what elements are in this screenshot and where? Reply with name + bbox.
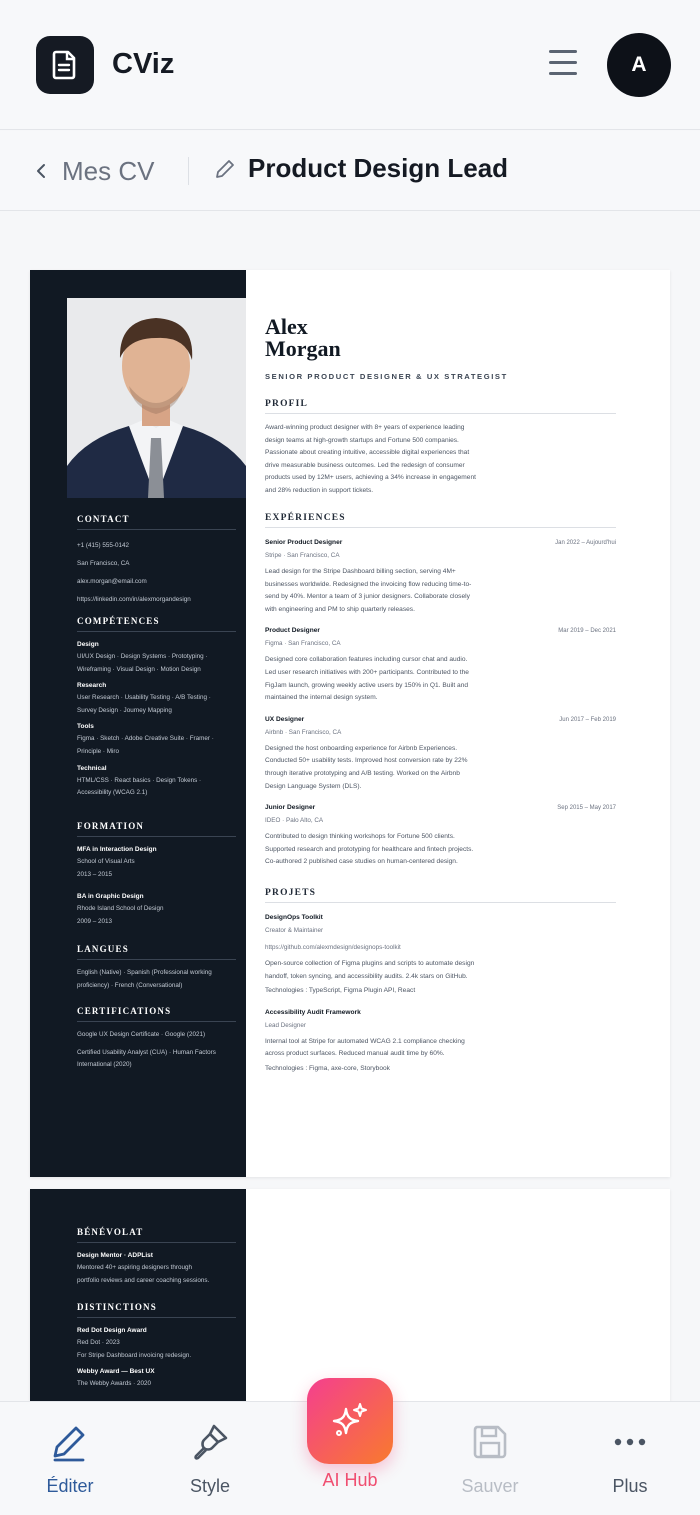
education-section bbox=[77, 821, 236, 928]
job-company: Stripe · San Francisco, CA bbox=[265, 552, 340, 559]
profile-heading: PROFIL bbox=[265, 399, 616, 414]
app-name: CViz bbox=[112, 48, 175, 80]
experience-heading: EXPÉRIENCES bbox=[265, 513, 616, 528]
award-title: Webby Award — Best UX bbox=[77, 1368, 155, 1376]
resume-last-name: Morgan bbox=[265, 336, 341, 361]
award-title: Red Dot Design Award bbox=[77, 1327, 147, 1334]
project-line: Internal tool at Stripe for automated WCAG 2.1 compliance checking bbox=[265, 1037, 465, 1045]
skill-group-title: Tools bbox=[77, 723, 94, 731]
breadcrumb bbox=[0, 131, 700, 211]
project-title: Accessibility Audit Framework bbox=[265, 1008, 361, 1016]
project-role: Creator & Maintainer bbox=[265, 927, 324, 934]
contact-heading: CONTACT bbox=[77, 514, 236, 530]
document-icon bbox=[52, 50, 78, 80]
job-dates: Jun 2017 – Feb 2019 bbox=[559, 716, 616, 723]
education-school: Rhode Island School of Design bbox=[77, 905, 164, 913]
job-line: Supported research and prototyping for healthcare and fintech projects. bbox=[265, 845, 474, 853]
project-role: Lead Designer bbox=[265, 1021, 306, 1029]
tab-save-label: Sauver bbox=[461, 1476, 519, 1496]
projects-section bbox=[265, 888, 616, 1076]
profile-line: design teams at high-growth startups and Fortune 500 companies. bbox=[265, 436, 459, 444]
profile-section bbox=[265, 399, 616, 498]
award-org: Red Dot · 2023 bbox=[77, 1339, 120, 1346]
languages-line: English (Native) · Spanish (Professional working bbox=[77, 969, 212, 976]
tab-style[interactable] bbox=[160, 1422, 260, 1497]
resume-sidebar bbox=[30, 1189, 246, 1401]
profile-line: Passionate about creating intuitive, accessible digital experiences that bbox=[265, 449, 470, 457]
more-dots-icon bbox=[614, 1437, 646, 1447]
volunteer-heading: BÉNÉVOLAT bbox=[77, 1227, 236, 1243]
project-url: https://github.com/alexmdesign/designops-toolkit bbox=[265, 944, 401, 951]
volunteer-section bbox=[77, 1227, 236, 1287]
resume-sidebar bbox=[30, 270, 246, 1177]
resume-role: SENIOR PRODUCT DESIGNER & UX STRATEGIST bbox=[265, 372, 508, 381]
tab-style-label: Style bbox=[189, 1476, 231, 1496]
volunteer-title: Design Mentor · ADPList bbox=[77, 1252, 153, 1259]
job-line: Co-authored 2 published case studies on human-centered design. bbox=[265, 858, 458, 866]
tab-edit-label: Éditer bbox=[46, 1476, 94, 1496]
save-icon bbox=[472, 1424, 508, 1460]
skill-group-title: Research bbox=[77, 682, 107, 690]
skill-group-line: Figma · Sketch · Adobe Creative Suite · Framer · bbox=[77, 735, 214, 743]
project-line: across product surfaces. Reduced manual audit time by 60%. bbox=[265, 1050, 445, 1058]
job-entry bbox=[265, 536, 616, 616]
job-line: Designed core collaboration features including cursor chat and audio. bbox=[265, 656, 468, 664]
job-title: UX Designer bbox=[265, 715, 305, 723]
tab-more[interactable] bbox=[580, 1422, 680, 1497]
education-years: 2009 – 2013 bbox=[77, 917, 113, 925]
job-company: IDEO · Palo Alto, CA bbox=[265, 817, 324, 825]
profile-line: and 28% reduction in support tickets. bbox=[265, 486, 374, 494]
profile-photo bbox=[67, 298, 246, 498]
education-degree: MFA in Interaction Design bbox=[77, 846, 157, 853]
languages-section bbox=[77, 944, 236, 992]
chevron-left-icon bbox=[36, 163, 46, 179]
profile-line: products used by 12M+ users, achieving a 34% increase in engagement bbox=[265, 474, 476, 482]
skill-group-line: User Research · Usability Testing · A/B Testing · bbox=[77, 694, 211, 702]
skill-group-line: UI/UX Design · Design Systems · Prototyping · bbox=[77, 653, 208, 660]
project-entry bbox=[265, 1006, 616, 1076]
pencil-icon bbox=[214, 158, 236, 180]
skill-group-line: Survey Design · Journey Mapping bbox=[77, 706, 172, 714]
languages-heading: LANGUES bbox=[77, 944, 236, 960]
education-degree: BA in Graphic Design bbox=[77, 893, 144, 901]
project-entry bbox=[265, 911, 616, 998]
job-entry bbox=[265, 713, 616, 793]
skills-section bbox=[77, 616, 236, 800]
project-tech: Technologies : TypeScript, Figma Plugin API, React bbox=[265, 987, 416, 995]
job-line: through iterative prototyping and A/B testing. Worked on the Airbnb bbox=[265, 769, 460, 777]
projects-heading: PROJETS bbox=[265, 888, 616, 903]
contact-location: San Francisco, CA bbox=[77, 560, 130, 567]
job-entry bbox=[265, 624, 616, 704]
languages-line: proficiency) · French (Conversational) bbox=[77, 981, 183, 989]
skill-group-line: Principle · Miro bbox=[77, 747, 119, 755]
app-logo[interactable] bbox=[36, 36, 94, 94]
sparkles-icon bbox=[330, 1401, 370, 1441]
breadcrumb-divider bbox=[188, 157, 189, 185]
awards-heading: DISTINCTIONS bbox=[77, 1302, 236, 1318]
job-title: Junior Designer bbox=[265, 804, 316, 812]
certification-item: International (2020) bbox=[77, 1061, 132, 1069]
volunteer-line: Mentored 40+ aspiring designers through bbox=[77, 1264, 192, 1271]
contact-linkedin: https://linkedin.com/in/alexmorgandesign bbox=[77, 596, 191, 603]
tab-more-label: Plus bbox=[612, 1476, 648, 1496]
tab-save[interactable] bbox=[440, 1422, 540, 1497]
education-school: School of Visual Arts bbox=[77, 858, 135, 865]
job-dates: Mar 2019 – Dec 2021 bbox=[558, 628, 616, 635]
awards-section bbox=[77, 1302, 236, 1391]
menu-icon[interactable] bbox=[549, 50, 577, 78]
resume-page-2[interactable] bbox=[30, 1189, 670, 1401]
skills-heading: COMPÉTENCES bbox=[77, 616, 236, 632]
skill-group-line: HTML/CSS · React basics · Design Tokens · bbox=[77, 776, 202, 784]
award-org: The Webby Awards · 2020 bbox=[77, 1380, 151, 1388]
certification-item: Certified Usability Analyst (CUA) · Human Factors bbox=[77, 1048, 216, 1056]
document-title[interactable] bbox=[214, 153, 508, 184]
job-line: Led user research initiatives with 200+ participants. Contributed to the bbox=[265, 668, 469, 676]
contact-email: alex.morgan@email.com bbox=[77, 578, 147, 585]
job-line: send by 40%. Mentor a team of 3 junior designers. Collaborate closely bbox=[265, 593, 470, 601]
resume-page-1[interactable] bbox=[30, 270, 670, 1177]
skill-group-title: Design bbox=[77, 641, 99, 648]
job-title: Product Designer bbox=[265, 627, 320, 635]
job-entry bbox=[265, 801, 616, 869]
job-line: maintained the internal design system. bbox=[265, 694, 378, 702]
job-line: Design Language System (DLS). bbox=[265, 782, 362, 790]
job-company: Airbnb · San Francisco, CA bbox=[265, 728, 342, 736]
experience-section bbox=[265, 513, 616, 869]
tab-edit[interactable] bbox=[20, 1422, 120, 1497]
certification-item: Google UX Design Certificate · Google (2021) bbox=[77, 1031, 206, 1038]
job-line: Lead design for the Stripe Dashboard billing section, serving 4M+ bbox=[265, 568, 456, 575]
profile-line: drive measurable business outcomes. Led the redesign of consumer bbox=[265, 461, 465, 469]
document-title-text: Product Design Lead bbox=[248, 153, 509, 183]
job-line: Conducted 50+ usability tests. Improved host conversion rate by 22% bbox=[265, 757, 468, 765]
paintbrush-icon bbox=[190, 1422, 230, 1462]
project-tech: Technologies : Figma, axe-core, Storybook bbox=[265, 1064, 390, 1072]
pen-icon bbox=[50, 1422, 90, 1462]
avatar[interactable]: A bbox=[607, 33, 671, 97]
back-button[interactable] bbox=[36, 153, 154, 189]
job-company: Figma · San Francisco, CA bbox=[265, 640, 341, 648]
job-line: businesses worldwide. Redesigned the invoicing flow reducing time-to- bbox=[265, 580, 472, 588]
contact-phone: +1 (415) 555-0142 bbox=[77, 542, 129, 549]
resume-main bbox=[265, 316, 616, 381]
education-heading: FORMATION bbox=[77, 821, 236, 837]
job-line: FigJam launch, growing weekly active users by 150% in Q1. Built and bbox=[265, 681, 469, 689]
job-line: Contributed to design thinking workshops for Fortune 500 clients. bbox=[265, 833, 455, 841]
ai-hub-button[interactable] bbox=[307, 1378, 393, 1464]
certifications-heading: CERTIFICATIONS bbox=[77, 1006, 236, 1022]
project-line: handoff, token syncing, and accessibility audits. 2.4k stars on GitHub. bbox=[265, 972, 468, 980]
certifications-section bbox=[77, 1006, 236, 1072]
project-line: Open-source collection of Figma plugins and scripts to automate design bbox=[265, 960, 475, 967]
app-header bbox=[0, 0, 700, 130]
skill-group-line: Wireframing · Visual Design · Motion Design bbox=[77, 665, 201, 673]
job-dates: Jan 2022 – Aujourd'hui bbox=[555, 540, 616, 546]
skill-group-line: Accessibility (WCAG 2.1) bbox=[77, 789, 148, 797]
contact-section bbox=[77, 514, 236, 609]
education-years: 2013 – 2015 bbox=[77, 870, 113, 878]
award-desc: For Stripe Dashboard invoicing redesign. bbox=[77, 1351, 192, 1359]
profile-line: Award-winning product designer with 8+ years of experience leading bbox=[265, 424, 465, 431]
ai-hub-label: AI Hub bbox=[322, 1470, 378, 1490]
job-line: with engineering and PM to ship quarterly releases. bbox=[265, 605, 415, 613]
job-title: Senior Product Designer bbox=[265, 539, 343, 546]
volunteer-line: portfolio reviews and career coaching sessions. bbox=[77, 1276, 210, 1284]
project-title: DesignOps Toolkit bbox=[265, 914, 323, 921]
resume-first-name: Alex bbox=[265, 314, 308, 339]
back-label: Mes CV bbox=[62, 155, 155, 186]
job-dates: Sep 2015 – May 2017 bbox=[557, 805, 616, 812]
job-line: Designed the host onboarding experience for Airbnb Experiences. bbox=[265, 744, 458, 752]
skill-group-title: Technical bbox=[77, 764, 107, 772]
